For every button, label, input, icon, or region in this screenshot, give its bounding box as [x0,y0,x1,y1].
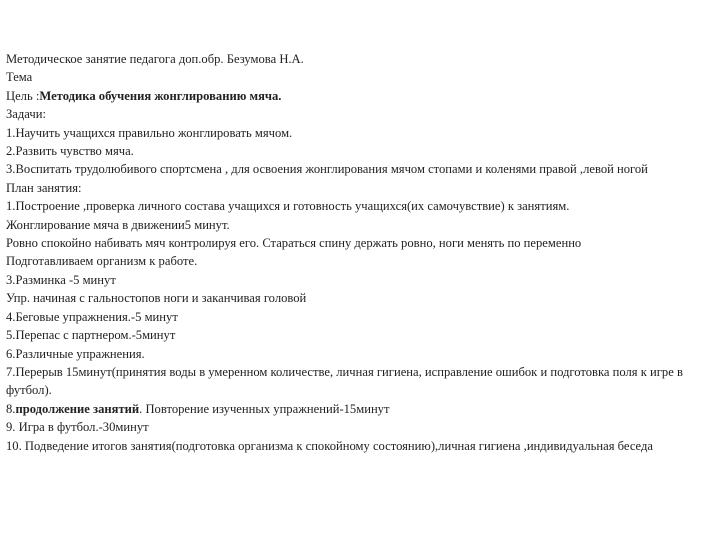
plan-item: 10. Подведение итогов занятия(подготовка организма к спокойному состоянию),личная гигиена ,индивидуальная беседа [6,438,653,453]
plan-item: Ровно спокойно набивать мяч контролируя его. Стараться спину держать ровно, ноги менять по переменно [6,236,582,251]
item8-text: . Повторение изученных упражнений-15минут [139,401,390,416]
document-header: Методическое занятие педагога доп.обр. Безумова Н.А. [6,52,304,66]
task-item: 3.Воспитать трудолюбивого спортсмена , для освоения жонглирования мячом стопами и коленями правой ,левой ногой [6,162,648,177]
tasks-label: Задачи: [6,107,46,122]
plan-item-8 [6,400,714,418]
goal-text: Методика обучения жонглированию мяча. [39,88,282,103]
plan-item: 9. Игра в футбол.-30минут [6,420,149,435]
plan-item: 3.Разминка -5 минут [6,272,116,287]
document-text [6,50,714,455]
plan-item: 1.Построение ,проверка личного состава учащихся и готовность учащихся(их самочувствие) к занятиям. [6,199,570,214]
plan-label: План занятия: [6,180,82,195]
plan-item: 6.Различные упражнения. [6,346,145,361]
plan-item: Подготавливаем организм к работе. [6,254,198,269]
task-item: 2.Развить чувство мяча. [6,144,134,159]
goal-line [6,87,714,105]
plan-item: 5.Перепас с партнером.-5минут [6,328,176,343]
goal-label: Цель : [6,88,40,103]
task-item: 1.Научить учащихся правильно жонглировать мячом. [6,125,293,140]
topic-label: Тема [6,70,33,85]
plan-item: Жонглирование мяча в движении5 минут. [6,217,230,232]
plan-item: 7.Перерыв 15минут(принятия воды в умеренном количестве, личная гигиена, исправление ошибок и подготовка поля к игре в футбол). [6,364,683,398]
item8-prefix: 8. [6,401,16,416]
plan-item: 4.Беговые упражнения.-5 минут [6,309,178,324]
plan-item: Упр. начиная с гальностопов ноги и заканчивая головой [6,291,307,306]
item8-bold: продолжение занятий [15,401,140,416]
